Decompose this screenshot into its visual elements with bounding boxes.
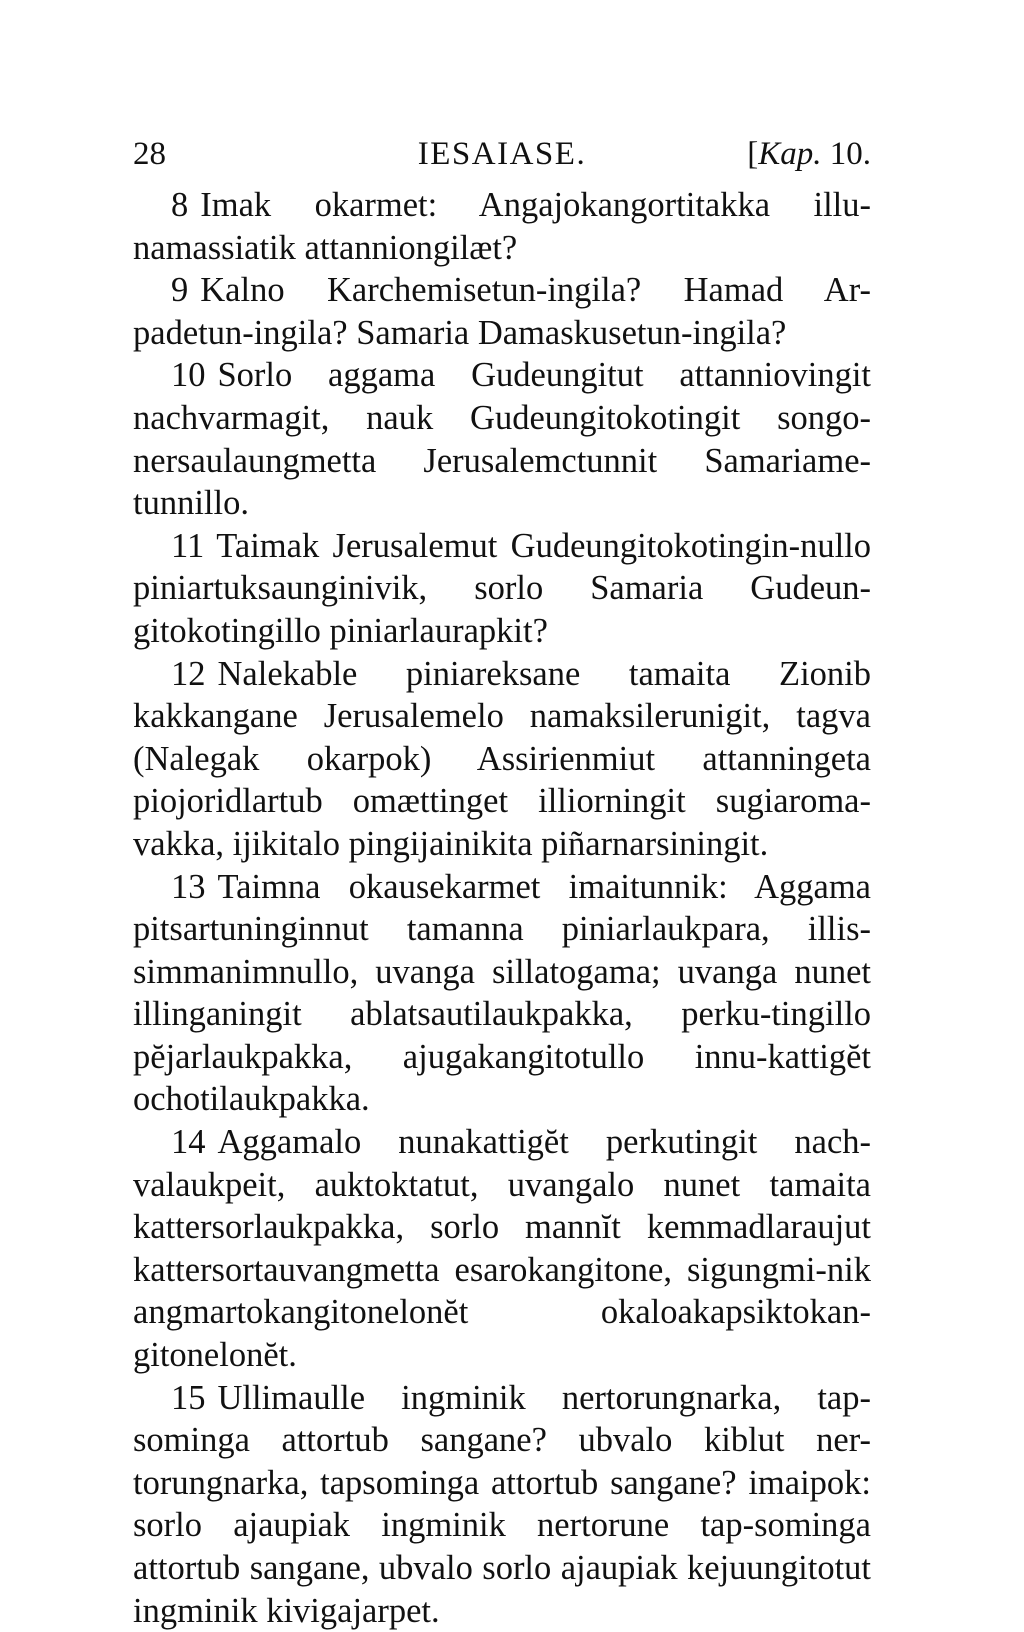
verse-number: 14 [171, 1123, 206, 1162]
verse-text: Nalekable piniareksane tamaita Zionib kakkangane Jerusalemelo namaksilerunigit, tagva (Nalegak okarpok) Assirienmiut attanningeta piojoridlartub omættinget illiorningit sugiaroma-vakka, ijikitalo pingijainikita piñarnarsiningit. [133, 654, 871, 863]
verse-text: Taimna okausekarmet imaitunnik: Aggama pitsartuninginnut tamanna piniarlaukpara, illis-simmanimnullo, uvanga sillatogama; uvanga nunet illinganingit ablatsautilaukpakka, perku-tingillo pĕjarlaukpakka, ajugakangitotullo innu-kattigĕt ochotilaukpakka. [133, 867, 871, 1119]
verse-number: 11 [171, 526, 205, 565]
verse-text: Taimak Jerusalemut Gudeungitokotingin-nullo piniartuksaunginivik, sorlo Samaria Gudeun-gitokotingillo piniarlaurapkit? [133, 526, 871, 650]
verse-10 [133, 354, 871, 524]
verse-14 [133, 1121, 871, 1377]
verse-number: 10 [171, 356, 206, 395]
chapter-reference [747, 132, 871, 176]
verse-12 [133, 653, 871, 866]
verse-number: 9 [171, 271, 189, 310]
verse-number: 8 [171, 186, 189, 224]
verse-text: Sorlo aggama Gudeungitut attanniovingit nachvarmagit, nauk Gudeungitokotingit songo-nersaulaungmetta Jerusalemctunnit Samariame-tunnillo. [133, 356, 871, 523]
verse-9 [133, 269, 871, 354]
chapter-open-bracket: [ [747, 136, 759, 172]
verse-11 [133, 525, 871, 653]
book-page [133, 132, 871, 1632]
verse-8 [133, 184, 871, 269]
verse-text: Ullimaulle ingminik nertorungnarka, tap-sominga attortub sangane? ubvalo kiblut ner-torungnarka, tapsominga attortub sangane? imaipok: sorlo ajaupiak ingminik nertorune tap-sominga attortub sangane, ubvalo sorlo ajaupiak kejuungitotut ingminik kivigajarpet. [133, 1378, 871, 1630]
verse-number: 13 [171, 867, 206, 906]
verse-list [133, 184, 871, 1632]
verse-15 [133, 1377, 871, 1632]
verse-text: Imak okarmet: Angajokangortitakka illu-namassiatik attanniongilæt? [133, 186, 871, 267]
verse-text: Kalno Karchemisetun-ingila? Hamad Ar-padetun-ingila? Samaria Damaskusetun-ingila? [133, 271, 871, 352]
book-title: IESAIASE. [417, 136, 587, 172]
verse-text: Aggamalo nunakattigĕt perkutingit nach-valaukpeit, auktoktatut, uvangalo nunet tamaita kattersorlaukpakka, sorlo mannĭt kemmadlaraujut kattersortauvangmetta esarokangitone, sigungmi-nik angmartokangitonelonĕt okaloakapsiktokan-gitonelonĕt. [133, 1123, 871, 1375]
verse-number: 12 [171, 654, 206, 693]
running-head [133, 132, 871, 176]
verse-13 [133, 866, 871, 1122]
page-number: 28 [133, 136, 166, 172]
verse-number: 15 [171, 1378, 206, 1417]
chapter-label: Kap. [758, 136, 822, 172]
chapter-number: 10. [829, 136, 871, 172]
